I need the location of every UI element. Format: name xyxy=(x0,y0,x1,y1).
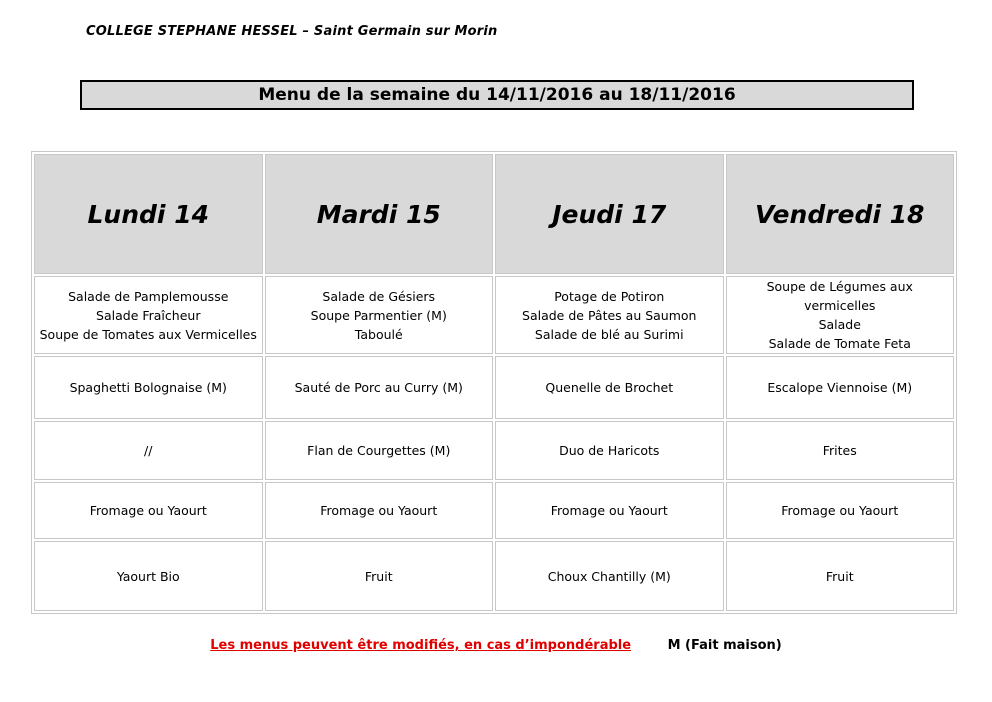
menu-title: Menu de la semaine du 14/11/2016 au 18/11/2016 xyxy=(80,80,914,110)
entree-cell xyxy=(34,276,263,354)
legume-cell: Frites xyxy=(726,421,955,480)
entree-row xyxy=(34,276,954,354)
dessert-cell: Choux Chantilly (M) xyxy=(495,541,724,611)
footer xyxy=(0,638,992,653)
entree-item: Salade de blé au Surimi xyxy=(534,326,684,342)
entree-item: Soupe de Tomates aux Vermicelles xyxy=(39,326,257,342)
plat-cell: Spaghetti Bolognaise (M) xyxy=(34,356,263,419)
school-name: COLLEGE STEPHANE HESSEL – Saint Germain sur Morin xyxy=(86,24,498,39)
legume-cell: Flan de Courgettes (M) xyxy=(265,421,494,480)
entree-cell xyxy=(495,276,724,354)
fromage-cell: Fromage ou Yaourt xyxy=(265,482,494,539)
entree-item: Soupe de Légumes aux vermicelles xyxy=(766,279,913,313)
dessert-cell: Fruit xyxy=(265,541,494,611)
entree-item: Salade de Tomate Feta xyxy=(768,336,911,351)
entree-item: Potage de Potiron xyxy=(554,288,665,304)
legume-row xyxy=(34,421,954,480)
day-header-row xyxy=(34,154,954,274)
plat-row xyxy=(34,356,954,419)
dessert-cell: Fruit xyxy=(726,541,955,611)
entree-item: Soupe Parmentier (M) xyxy=(310,307,447,323)
day-header-lundi: Lundi 14 xyxy=(34,154,263,274)
fromage-row xyxy=(34,482,954,539)
day-header-mardi: Mardi 15 xyxy=(265,154,494,274)
entree-item: Salade xyxy=(818,317,861,332)
fromage-cell: Fromage ou Yaourt xyxy=(34,482,263,539)
entree-item: Salade Fraîcheur xyxy=(96,307,201,323)
entree-cell xyxy=(726,276,955,354)
plat-cell: Quenelle de Brochet xyxy=(495,356,724,419)
dessert-row xyxy=(34,541,954,611)
dessert-cell: Yaourt Bio xyxy=(34,541,263,611)
entree-item: Salade de Pamplemousse xyxy=(68,288,229,304)
day-header-jeudi: Jeudi 17 xyxy=(495,154,724,274)
menu-table xyxy=(31,151,957,614)
homemade-legend: M (Fait maison) xyxy=(667,638,782,653)
entree-item: Taboulé xyxy=(354,326,403,342)
fromage-cell: Fromage ou Yaourt xyxy=(495,482,724,539)
day-header-vendredi: Vendredi 18 xyxy=(726,154,955,274)
legume-cell: // xyxy=(34,421,263,480)
fromage-cell: Fromage ou Yaourt xyxy=(726,482,955,539)
entree-item: Salade de Pâtes au Saumon xyxy=(522,307,697,323)
plat-cell: Sauté de Porc au Curry (M) xyxy=(265,356,494,419)
plat-cell: Escalope Viennoise (M) xyxy=(726,356,955,419)
entree-cell xyxy=(265,276,494,354)
entree-item: Salade de Gésiers xyxy=(322,288,436,304)
legume-cell: Duo de Haricots xyxy=(495,421,724,480)
menu-change-warning: Les menus peuvent être modifiés, en cas d’impondérable xyxy=(210,638,632,653)
